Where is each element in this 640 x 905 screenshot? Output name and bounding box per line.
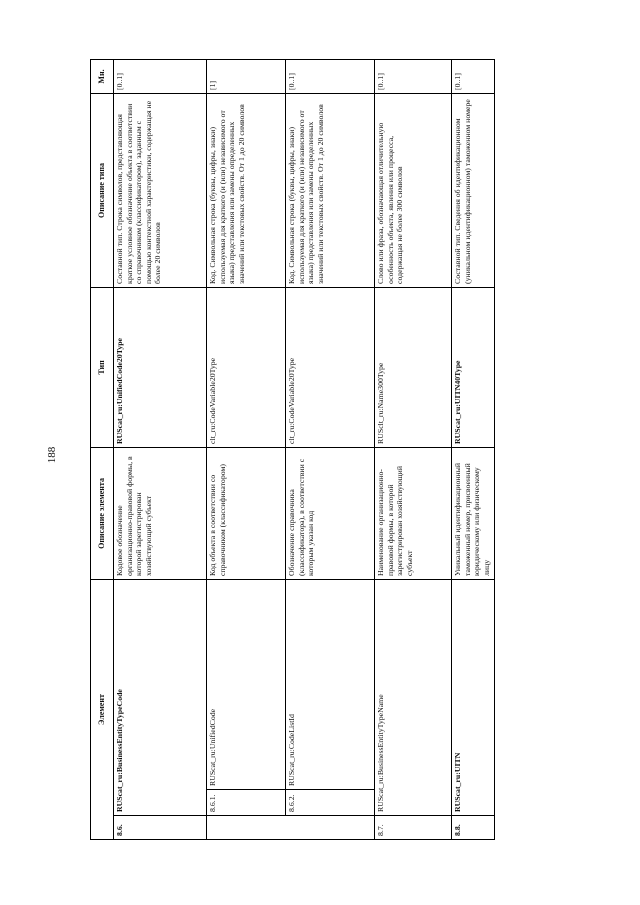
row-number: 8.7. <box>375 816 452 840</box>
multiplicity: [0..1] <box>114 59 207 93</box>
element-description: Наименование организационно-правовой формы, в которой зарегистрирован хозяйствующий субъект <box>375 447 452 579</box>
element-description: Кодовое обозначение организационно-правовой формы, в которой зарегистрирован хозяйствующий субъект <box>114 447 207 579</box>
type-description: Составной тип. Строка символов, представляющая краткое условное обозначение объекта в соответствии со справочником (классификатором), заданным с помощью контекстной характеристики, содержащая не более 20 символов <box>114 93 207 287</box>
table-header-row <box>91 59 114 839</box>
header-element-description: Описание элемента <box>91 447 114 579</box>
table-row <box>452 59 495 839</box>
table-row <box>207 59 286 839</box>
header-type: Тип <box>91 287 114 447</box>
element-description: Уникальный идентификационный таможенный номер, присвоенный юридическому или физическому лицу <box>452 447 495 579</box>
type-description: Код. Символьная строка (буквы, цифры, знаки) используемая для краткого (и (или) независимого от языка) представления или замены определенных значений или текстовых свойств. От 1 до 20 символов <box>207 93 286 287</box>
type-description: Код. Символьная строка (буквы, цифры, знаки) используемая для краткого (и (или) независимого от языка) представления или замены определенных значений или текстовых свойств. От 1 до 20 символов <box>286 93 375 287</box>
sub-row-number: 8.6.1. <box>207 790 286 816</box>
sub-row-number: 8.6.2. <box>286 790 375 816</box>
element-name: RUScat_ru:CodeListId <box>286 579 375 789</box>
table-row <box>375 59 452 839</box>
row-number: 8.8. <box>452 816 495 840</box>
type-description: Составной тип. Сведения об идентификационном (уникальном идентификационном) таможенном номере <box>452 93 495 287</box>
header-type-description: Описание типа <box>91 93 114 287</box>
page-number: 188 <box>46 446 58 464</box>
multiplicity: [0..1] <box>286 59 375 93</box>
type-name: clt_ru:CodeVariable20Type <box>286 287 375 447</box>
table-row <box>286 59 375 839</box>
table-row <box>114 59 207 839</box>
element-name: RUScat_ru:UnifiedCode <box>207 579 286 789</box>
row-number <box>207 816 286 840</box>
type-description: Слово или фраза, обозначающая отличительную особенность объекта, явления или процесса, содержащая не более 300 символов <box>375 93 452 287</box>
multiplicity: [0..1] <box>452 59 495 93</box>
rotated-table-container <box>90 60 540 840</box>
elements-table <box>90 59 495 840</box>
multiplicity: [0..1] <box>375 59 452 93</box>
element-description: Код объекта в соответствии со справочником (классификатором) <box>207 447 286 579</box>
element-name: RUScat_ru:BusinessEntityTypeCode <box>114 579 207 815</box>
element-description: Обозначение справочника (классификатора), в соответствии с которым указан код <box>286 447 375 579</box>
element-name: RUScat_ru:BusinessEntityTypeName <box>375 579 452 815</box>
type-name: RUScat_ru:UnifiedCode20Type <box>114 287 207 447</box>
multiplicity: [1] <box>207 59 286 93</box>
row-number <box>286 816 375 840</box>
type-name: RUScat_ru:UITN40Type <box>452 287 495 447</box>
header-element: Элемент <box>91 579 114 839</box>
header-multiplicity: Мн. <box>91 59 114 93</box>
type-name: clt_ru:CodeVariable20Type <box>207 287 286 447</box>
element-name: RUScat_ru:UITN <box>452 579 495 815</box>
row-number: 8.6. <box>114 816 207 840</box>
type-name: RUSclt_ru:Name300Type <box>375 287 452 447</box>
